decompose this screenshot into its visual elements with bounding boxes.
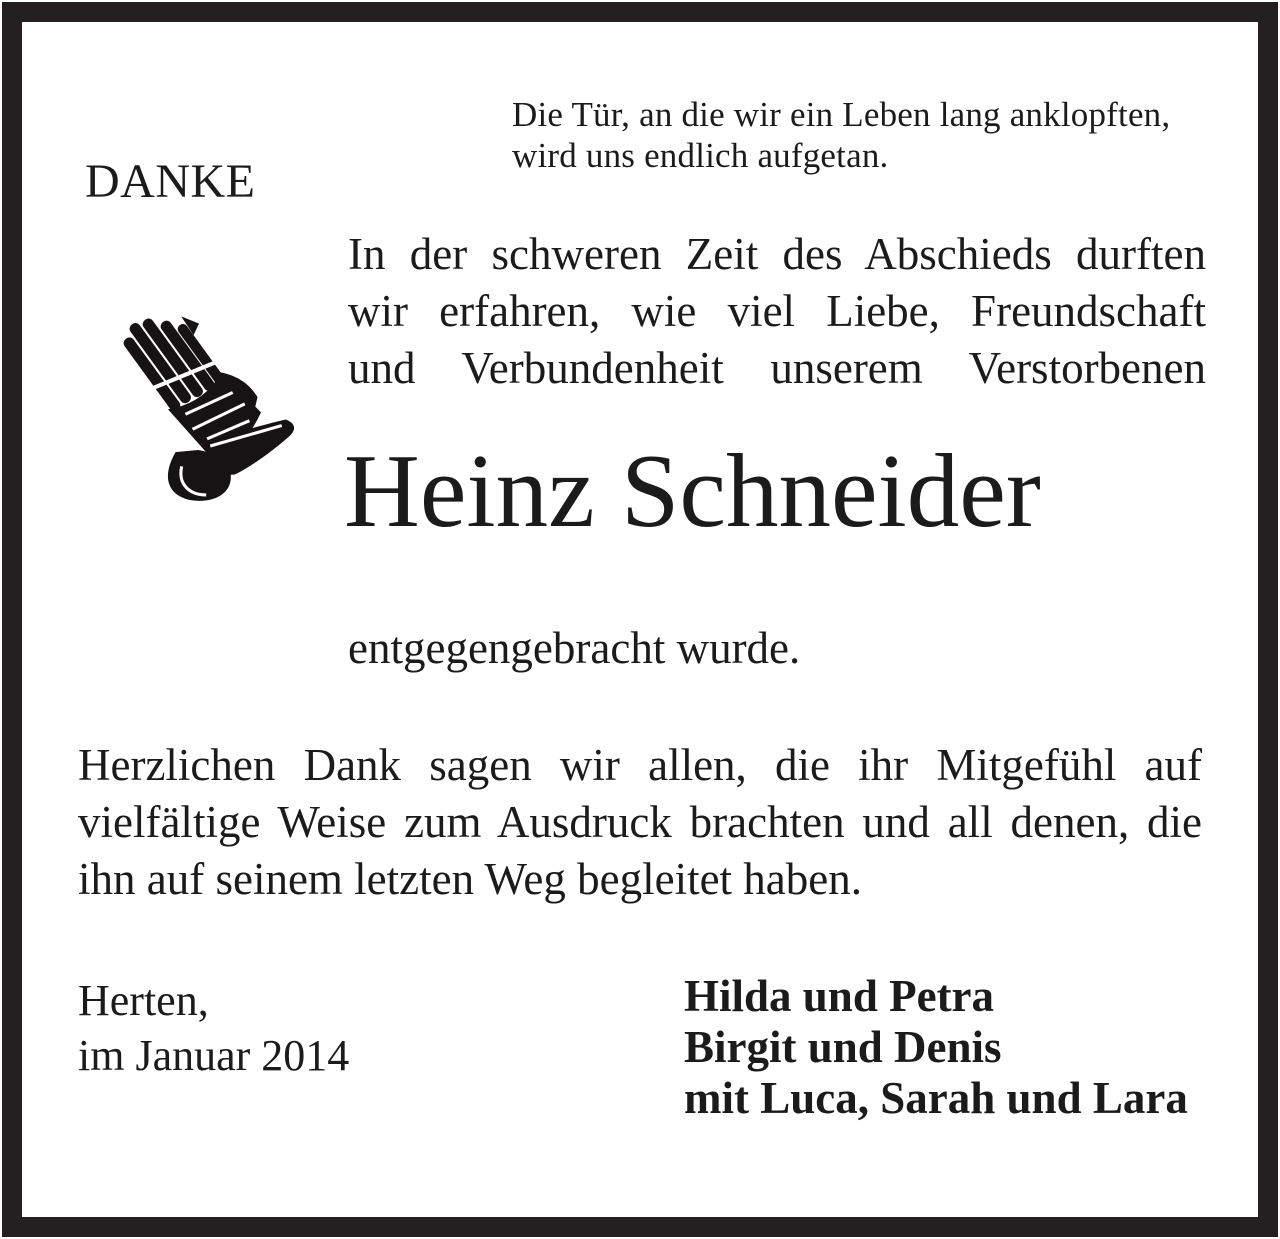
epigraph-line-2: wird uns endlich aufgetan.: [512, 136, 889, 175]
place: Herten,: [78, 976, 209, 1025]
closing-line: entgegengebracht wurde.: [348, 623, 801, 673]
praying-hands-icon: [96, 292, 296, 502]
date: im Januar 2014: [78, 1031, 350, 1080]
epigraph: [512, 94, 1212, 176]
thanks-paragraph: [78, 737, 1202, 908]
intro-line-2: wir erfahren, wie viel Liebe, Freundschaft: [348, 286, 1206, 336]
mourner-line-2: Birgit und Denis: [684, 1022, 1002, 1072]
intro-line-1: In der schweren Zeit des Abschieds durften: [348, 229, 1206, 279]
danke-heading: DANKE: [85, 155, 256, 208]
mourner-line-3: mit Luca, Sarah und Lara: [684, 1073, 1188, 1123]
thanks-line-2: vielfältige Weise zum Ausdruck brachten und all denen, die: [78, 797, 1202, 847]
intro-paragraph: [348, 226, 1206, 397]
thanks-line-3: ihn auf seinem letzten Weg begleitet haben.: [78, 854, 863, 904]
epigraph-line-1: Die Tür, an die wir ein Leben lang anklopften,: [512, 95, 1171, 134]
mourner-line-1: Hilda und Petra: [684, 971, 995, 1021]
thanks-line-1: Herzlichen Dank sagen wir allen, die ihr Mitgefühl auf: [78, 740, 1202, 790]
mourners: [684, 971, 1188, 1124]
place-date: [78, 973, 349, 1083]
deceased-name: Heinz Schneider: [344, 432, 1041, 549]
intro-line-3: und Verbundenheit unserem Verstorbenen: [348, 343, 1206, 393]
